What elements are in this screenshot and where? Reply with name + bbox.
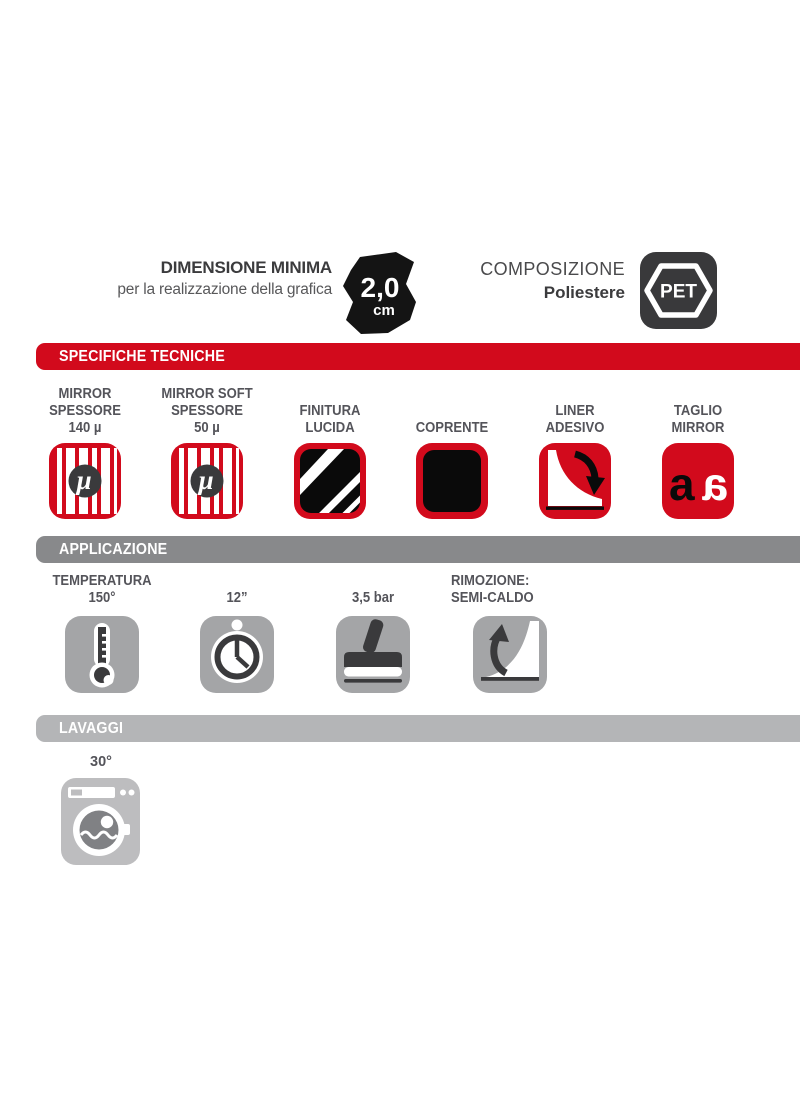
composition-value: Poliestere: [543, 283, 625, 302]
badge-unit: cm: [373, 302, 395, 319]
spec-label-line: ADESIVO: [545, 420, 605, 436]
section-bar-specifiche: [36, 343, 800, 370]
glossy-finish-icon: [294, 443, 366, 519]
spec-item-liner-adesivo: [514, 384, 637, 519]
section-title-specifiche: SPECIFICHE TECNICHE: [59, 347, 225, 365]
app-label-line: SEMI-CALDO: [451, 590, 534, 606]
composition-block: [420, 259, 625, 303]
spec-item-mirror-soft-50: [146, 384, 269, 519]
minimum-size-badge: [336, 250, 420, 341]
badge-value: 2,0: [360, 272, 400, 303]
app-label-line: TEMPERATURA: [52, 573, 152, 589]
scrap-shape-badge-icon: [336, 250, 420, 336]
spec-label-line: LINER: [555, 403, 595, 419]
app-item-rimozione: [442, 573, 578, 693]
section-title-applicazione: APPLICAZIONE: [59, 540, 168, 558]
section-bar-lavaggi: [36, 715, 800, 742]
spec-item-finitura-lucida: [269, 384, 392, 519]
spec-label-line: MIRROR SOFT: [161, 386, 253, 402]
minimum-dimension-title: DIMENSIONE MINIMA: [160, 258, 332, 277]
spec-item-mirror-140: [24, 384, 147, 519]
app-label-line: RIMOZIONE:: [451, 573, 530, 589]
heat-press-icon: [336, 616, 410, 693]
section-bar-applicazione: [36, 536, 800, 563]
minimum-dimension-block: [36, 258, 332, 299]
pet-text: PET: [660, 281, 697, 303]
spec-label-line: COPRENTE: [415, 420, 489, 436]
app-item-tempo: [169, 573, 305, 693]
spec-label-line: TAGLIO: [673, 403, 723, 419]
spec-label-line: SPESSORE: [49, 403, 121, 419]
mu-symbol: µ: [76, 465, 92, 495]
app-item-pressione: [305, 573, 441, 693]
wash-item-30: [61, 778, 140, 870]
spec-item-taglio-mirror: [637, 384, 760, 519]
spec-label-line: MIRROR: [671, 420, 725, 436]
micron-barcode-icon: [49, 443, 121, 519]
pet-material-icon: [640, 252, 717, 334]
mu-symbol: µ: [198, 465, 214, 495]
spec-label-line: LUCIDA: [305, 420, 355, 436]
timer-icon: [200, 616, 274, 693]
opaque-square-icon: [416, 443, 488, 519]
spec-label-line: 50 µ: [194, 420, 220, 436]
app-label-line: 3,5 bar: [351, 590, 395, 606]
app-item-temperatura: [34, 573, 170, 693]
minimum-dimension-subtitle: per la realizzazione della grafica: [117, 281, 332, 298]
mirror-cut-letters-icon: [662, 443, 734, 519]
washing-machine-icon: [61, 778, 140, 865]
spec-label-line: 140 µ: [68, 420, 102, 436]
adhesive-liner-peel-icon: [539, 443, 611, 519]
removal-peel-icon: [473, 616, 547, 693]
thermometer-icon: [65, 616, 139, 693]
app-label-line: 150°: [88, 590, 116, 606]
mirror-letter-normal: a: [669, 458, 695, 510]
spec-item-coprente: [391, 384, 514, 519]
spec-label-line: FINITURA: [299, 403, 361, 419]
spec-label-line: SPESSORE: [171, 403, 243, 419]
wash-temperature-label: 30°: [90, 754, 112, 770]
section-title-lavaggi: LAVAGGI: [59, 719, 124, 737]
composition-label: COMPOSIZIONE: [480, 259, 625, 279]
spec-label-line: MIRROR: [58, 386, 112, 402]
app-label-line: 12”: [226, 590, 248, 606]
mirror-letter-mirrored: a: [702, 458, 728, 510]
micron-barcode-icon: [171, 443, 243, 519]
